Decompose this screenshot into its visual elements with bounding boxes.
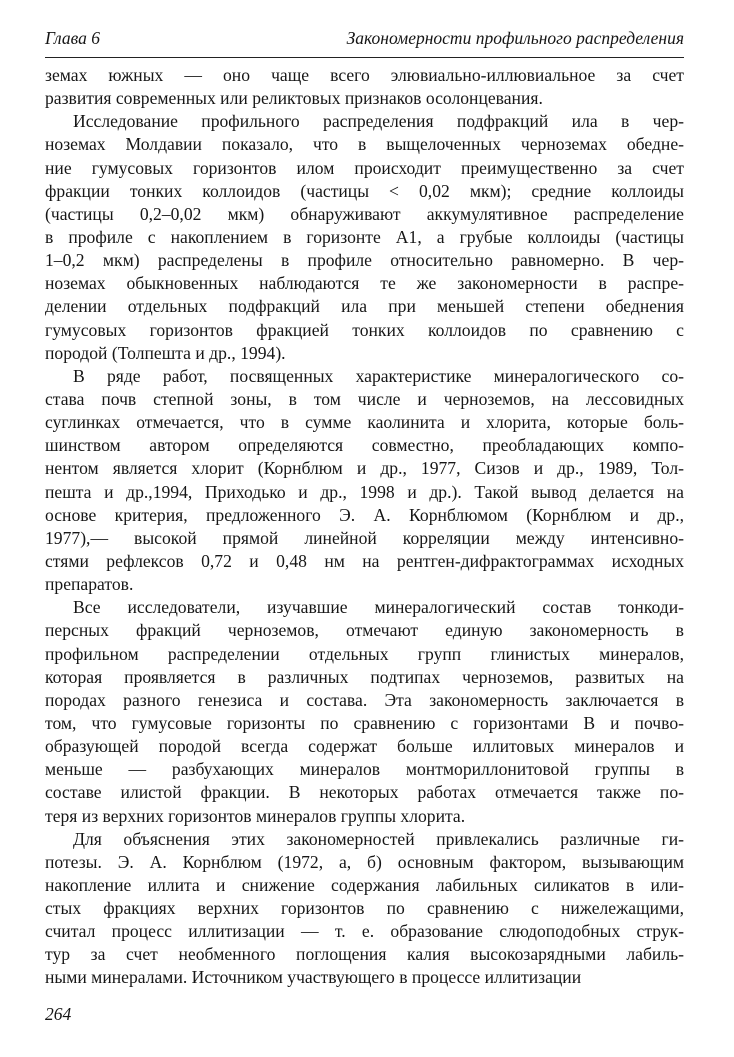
- chapter-label: Глава 6: [45, 28, 100, 48]
- text-line: 1–0,2 мкм) распределены в профиле относительно равномерно. В чер-: [45, 250, 684, 271]
- text-line: образующей породой всегда содержат больше иллитовых минералов и: [45, 736, 684, 757]
- text-line: накопление иллита и снижение содержания лабильных силикатов в или-: [45, 874, 684, 895]
- text-line: Исследование профильного распределения подфракций ила в чер-: [73, 111, 684, 132]
- text-line: теря из верхних горизонтов минералов группы хлорита.: [45, 805, 466, 826]
- text-line: Для объяснения этих закономерностей привлекались различные ги-: [73, 828, 684, 849]
- text-line: потезы. Э. А. Корнблюм (1972, а, б) основным фактором, вызывающим: [45, 851, 684, 872]
- text-line: персных фракций черноземов, отмечают единую закономерность в: [45, 620, 684, 641]
- text-line: 1977),— высокой прямой линейной корреляции между интенсивно-: [45, 527, 684, 548]
- text-line: фракции тонких коллоидов (частицы < 0,02 мкм); средние коллоиды: [45, 180, 684, 201]
- page-number: 264: [45, 1004, 72, 1024]
- text-line: делении отдельных подфракций ила при меньшей степени обеднения: [45, 296, 684, 317]
- text-line: которая проявляется в различных подтипах черноземов, развитых на: [45, 666, 684, 687]
- paragraph: [45, 64, 684, 110]
- paragraph: [45, 596, 684, 827]
- text-line: стых фракциях верхних горизонтов по сравнению с нижележащими,: [45, 898, 684, 919]
- text-line: шинством автором определяются совместно, преобладающих компо-: [45, 435, 684, 456]
- text-line: развития современных или реликтовых признаков осолонцевания.: [45, 88, 543, 109]
- text-line: в профиле с накоплением в горизонте A1, а грубые коллоиды (частицы: [45, 226, 684, 247]
- text-line: нентом является хлорит (Корнблюм и др., 1977, Сизов и др., 1989, Тол-: [45, 458, 684, 479]
- text-line: породах разного генезиса и состава. Эта закономерность заключается в: [45, 689, 684, 710]
- text-line: препаратов.: [45, 574, 134, 595]
- text-line: ноземах Молдавии показало, что в выщелоченных черноземах обедне-: [45, 134, 684, 155]
- text-line: пешта и др.,1994, Приходько и др., 1998 и др.). Такой вывод делается на: [45, 481, 684, 502]
- text-line: ноземах обыкновенных наблюдаются те же закономерности в распре-: [45, 273, 684, 294]
- text-line: ными минералами. Источником участвующего в процессе иллитизации: [45, 967, 582, 988]
- text-line: составе илистой фракции. В некоторых работах отмечается также по-: [45, 782, 684, 803]
- text-line: основе критерия, предложенного Э. А. Корнблюмом (Корнблюм и др.,: [45, 504, 684, 525]
- text-line: стями рефлексов 0,72 и 0,48 нм на рентген-дифрактограммах исходных: [45, 550, 684, 571]
- text-line: меньше — разбухающих минералов монтмориллонитовой группы в: [45, 759, 684, 780]
- text-line: (частицы 0,2–0,02 мкм) обнаруживают аккумулятивное распределение: [45, 203, 684, 224]
- paragraph: [45, 828, 684, 990]
- text-line: става почв степной зоны, в том числе и черноземов, на лессовидных: [45, 388, 684, 409]
- text-line: считал процесс иллитизации — т. е. образование слюдоподобных струк-: [45, 921, 684, 942]
- running-header: [45, 28, 684, 54]
- paragraph: [45, 110, 684, 365]
- body-text: [45, 64, 684, 990]
- text-line: ние гумусовых горизонтов илом происходит преимущественно за счет: [45, 157, 684, 178]
- text-line: Все исследователи, изучавшие минералогический состав тонкоди-: [73, 597, 684, 618]
- text-line: земах южных — оно чаще всего элювиально-иллювиальное за счет: [45, 65, 684, 85]
- text-line: профильном распределении отдельных групп глинистых минералов,: [45, 643, 684, 664]
- text-line: том, что гумусовые горизонты по сравнению с горизонтами B и почво-: [45, 712, 684, 733]
- text-line: тур за счет необменного поглощения калия высокозарядными лабиль-: [45, 944, 684, 965]
- header-rule: [45, 57, 684, 58]
- text-line: суглинках отмечается, что в сумме каолинита и хлорита, которые боль-: [45, 412, 684, 433]
- running-title: Закономерности профильного распределения: [346, 28, 684, 48]
- paragraph: [45, 365, 684, 596]
- text-line: породой (Толпешта и др., 1994).: [45, 342, 286, 363]
- text-line: В ряде работ, посвященных характеристике минералогического со-: [73, 365, 684, 386]
- text-line: гумусовых горизонтов фракцией тонких коллоидов по сравнению с: [45, 319, 684, 340]
